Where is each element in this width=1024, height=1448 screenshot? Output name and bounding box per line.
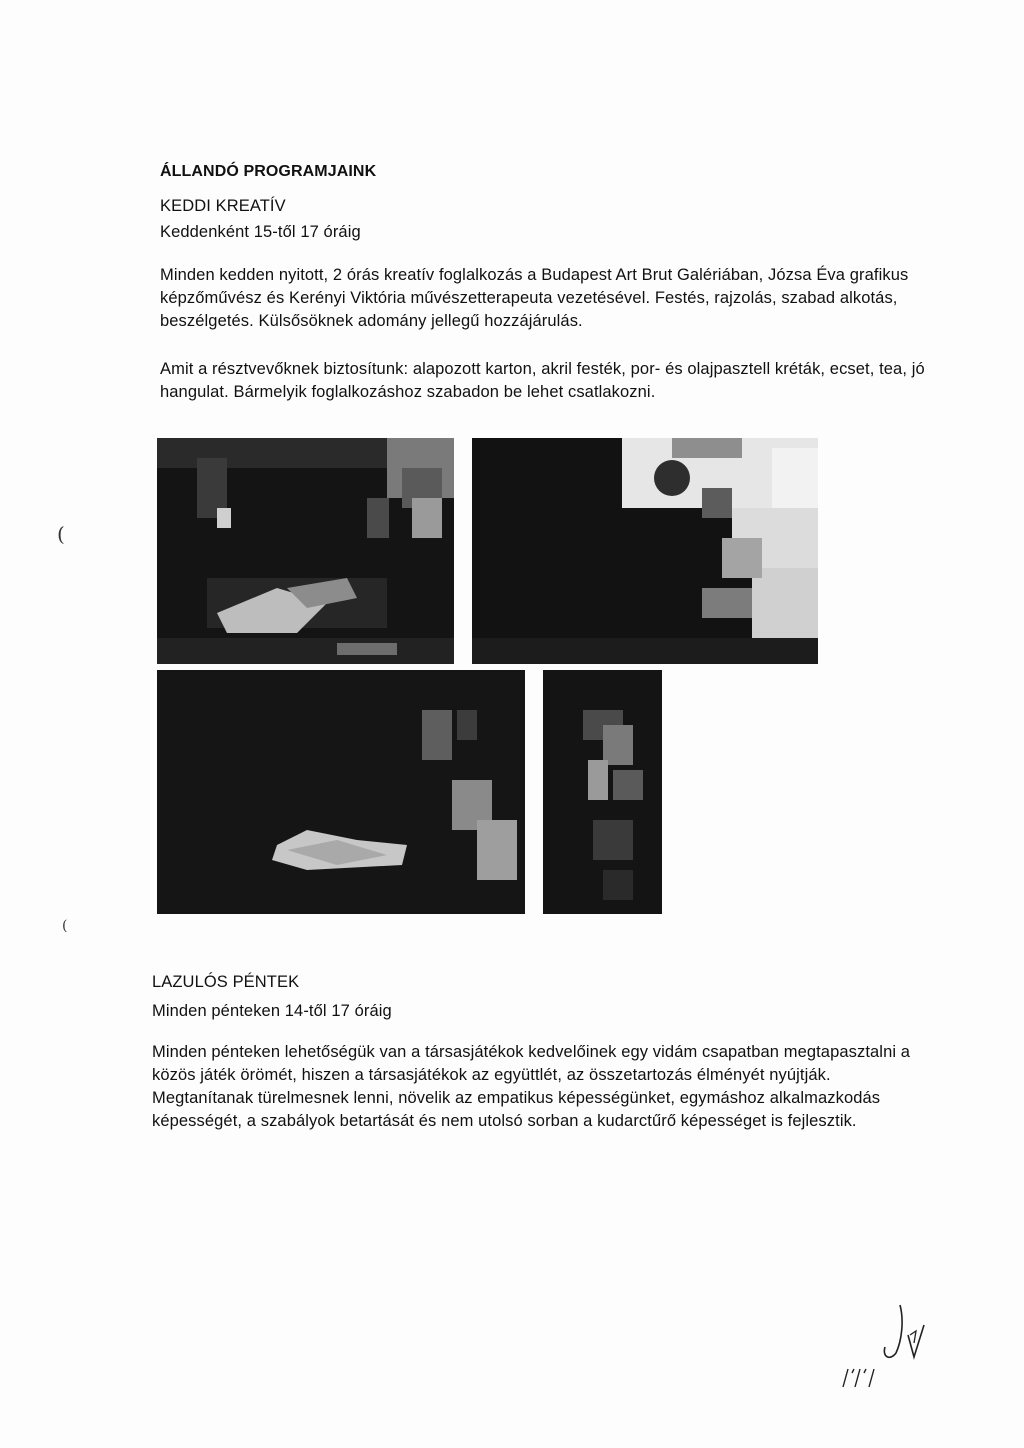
paragraph-keddi-kreativ-supplies: Amit a résztvevőknek biztosítunk: alapozott karton, akril festék, por- és olajpasztell kréták, ecset, tea, jó hangulat. Bármelyik foglalkozáshoz szabadon be lehet csatlakozni. <box>160 360 925 401</box>
workshop-photo-4 <box>543 670 662 914</box>
section-title-keddi-kreativ: KEDDI KREATÍV <box>160 197 286 215</box>
section-schedule-lazulos-pentek: Minden pénteken 14-től 17 óráig <box>152 1002 392 1020</box>
workshop-photo-3 <box>157 670 525 914</box>
section-schedule-keddi-kreativ: Keddenként 15-től 17 óráig <box>160 223 361 241</box>
margin-mark-top: ( <box>57 522 65 546</box>
margin-mark-bottom: ( <box>62 918 68 934</box>
page-heading: ÁLLANDÓ PROGRAMJAINK <box>160 163 377 180</box>
handwritten-signature <box>830 1295 970 1395</box>
workshop-photo-2 <box>472 438 818 664</box>
workshop-photo-1 <box>157 438 454 664</box>
section-title-lazulos-pentek: LAZULÓS PÉNTEK <box>152 973 300 991</box>
paragraph-keddi-kreativ-description: Minden kedden nyitott, 2 órás kreatív foglalkozás a Budapest Art Brut Galériában, Józsa Éva grafikus képzőművész és Kerényi Viktória művészetterapeuta vezetésével. Festés, rajzolás, szabad alkotás, beszélgetés. Külsősöknek adomány jellegű hozzájárulás. <box>160 266 909 330</box>
paragraph-lazulos-pentek-description: Minden pénteken lehetőségük van a társasjátékok kedvelőinek egy vidám csapatban megtapasztalni a közös játék örömét, hiszen a társasjátékok az együttlét, az összetartozás élményét nyújtják. Megtanítanak türelmesnek lenni, növelik az empatikus képességünket, egymáshoz alkalmazkodás képességét, a szabályok betartását és nem utolsó sorban a kudarctűrő képességet is fejlesztik. <box>152 1043 911 1130</box>
